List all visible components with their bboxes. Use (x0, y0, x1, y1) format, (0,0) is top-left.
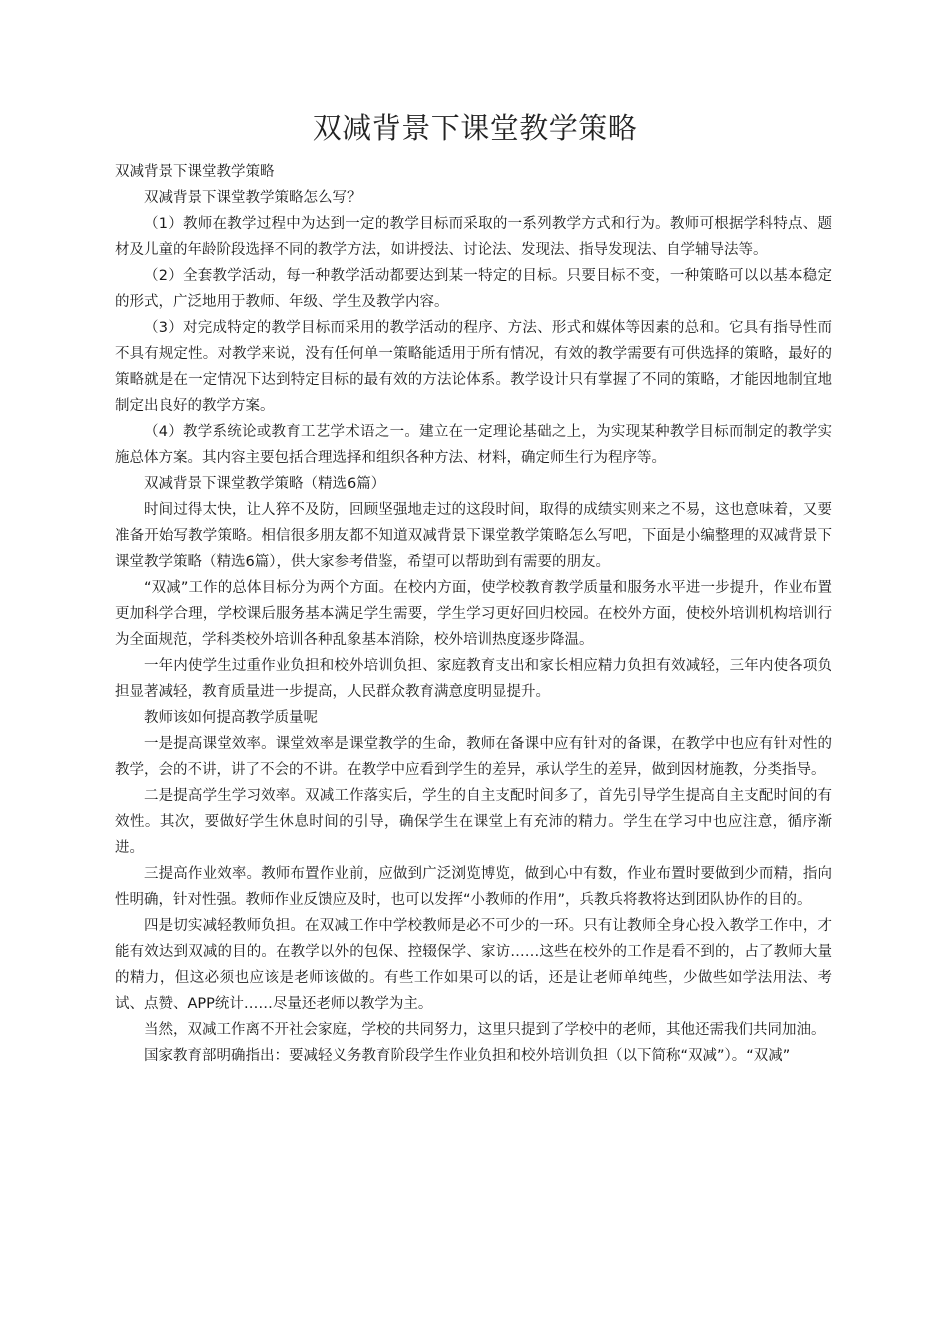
paragraph: 一是提高课堂效率。课堂效率是课堂教学的生命，教师在备课中应有针对的备课，在教学中也应有针对性的教学，会的不讲，讲了不会的不讲。在教学中应看到学生的差异，承认学生的差异，做到因材施教，分类指导。 (115, 736, 832, 778)
paragraph: （3）对完成特定的教学目标而采用的教学活动的程序、方法、形式和媒体等因素的总和。它具有指导性而不具有规定性。对教学来说，没有任何单一策略能适用于所有情况，有效的教学需要有可供选择的策略，最好的策略就是在一定情况下达到特定目标的最有效的方法论体系。教学设计只有掌握了不同的策略，才能因地制宜地制定出良好的教学方案。 (115, 320, 832, 414)
paragraph: 二是提高学生学习效率。双减工作落实后，学生的自主支配时间多了，首先引导学生提高自主支配时间的有效性。其次，要做好学生休息时间的引导，确保学生在课堂上有充沛的精力。学生在学习中也应注意，循序渐进。 (115, 788, 832, 856)
document-body (115, 159, 832, 1069)
document-title: 双减背景下课堂教学策略 (312, 111, 638, 146)
paragraph: 时间过得太快，让人猝不及防，回顾坚强地走过的这段时间，取得的成绩实则来之不易，这也意味着，又要准备开始写教学策略。相信很多朋友都不知道双减背景下课堂教学策略怎么写吧，下面是小编整理的双减背景下课堂教学策略（精选6篇），供大家参考借鉴，希望可以帮助到有需要的朋友。 (115, 502, 832, 570)
paragraph: 三提高作业效率。教师布置作业前，应做到广泛浏览博览，做到心中有数，作业布置时要做到少而精，指向性明确，针对性强。教师作业反馈应及时，也可以发挥“小教师的作用”，兵教兵将教将达到团队协作的目的。 (115, 866, 832, 908)
paragraph: （2）全套教学活动，每一种教学活动都要达到某一特定的目标。只要目标不变，一种策略可以以基本稳定的形式，广泛地用于教师、年级、学生及教学内容。 (115, 268, 832, 310)
paragraph: 一年内使学生过重作业负担和校外培训负担、家庭教育支出和家长相应精力负担有效减轻，三年内使各项负担显著减轻，教育质量进一步提高，人民群众教育满意度明显提升。 (115, 658, 832, 700)
paragraph: （1）教师在教学过程中为达到一定的教学目标而采取的一系列教学方式和行为。教师可根据学科特点、题材及儿童的年龄阶段选择不同的教学方法，如讲授法、讨论法、发现法、指导发现法、自学辅导法等。 (115, 216, 832, 258)
subheading: 双减背景下课堂教学策略怎么写？ (144, 190, 362, 206)
paragraph: “双减”工作的总体目标分为两个方面。在校内方面，使学校教育教学质量和服务水平进一步提升，作业布置更加科学合理，学校课后服务基本满足学生需要，学生学习更好回归校园。在校外方面，使校外培训机构培训行为全面规范，学科类校外培训各种乱象基本消除，校外培训热度逐步降温。 (115, 580, 832, 648)
subheading: 教师该如何提高教学质量呢 (144, 710, 318, 726)
section-heading: 双减背景下课堂教学策略 (115, 164, 275, 180)
paragraph: 当然，双减工作离不开社会家庭，学校的共同努力，这里只提到了学校中的老师，其他还需我们共同加油。 (144, 1022, 826, 1038)
paragraph: 四是切实减轻教师负担。在双减工作中学校教师是必不可少的一环。只有让教师全身心投入教学工作中，才能有效达到双减的目的。在教学以外的包保、控辍保学、家访……这些在校外的工作是看不到的，占了教师大量的精力，但这必须也应该是老师该做的。有些工作如果可以的话，还是让老师单纯些，少做些如学法用法、考试、点赞、APP统计……尽量还老师以教学为主。 (115, 918, 832, 1012)
paragraph: （4）教学系统论或教育工艺学术语之一。建立在一定理论基础之上，为实现某种教学目标而制定的教学实施总体方案。其内容主要包括合理选择和组织各种方法、材料，确定师生行为程序等。 (115, 424, 832, 466)
subheading: 双减背景下课堂教学策略（精选6篇） (144, 476, 386, 492)
paragraph: 国家教育部明确指出：要减轻义务教育阶段学生作业负担和校外培训负担（以下简称“双减”）。“双减” (144, 1048, 791, 1064)
